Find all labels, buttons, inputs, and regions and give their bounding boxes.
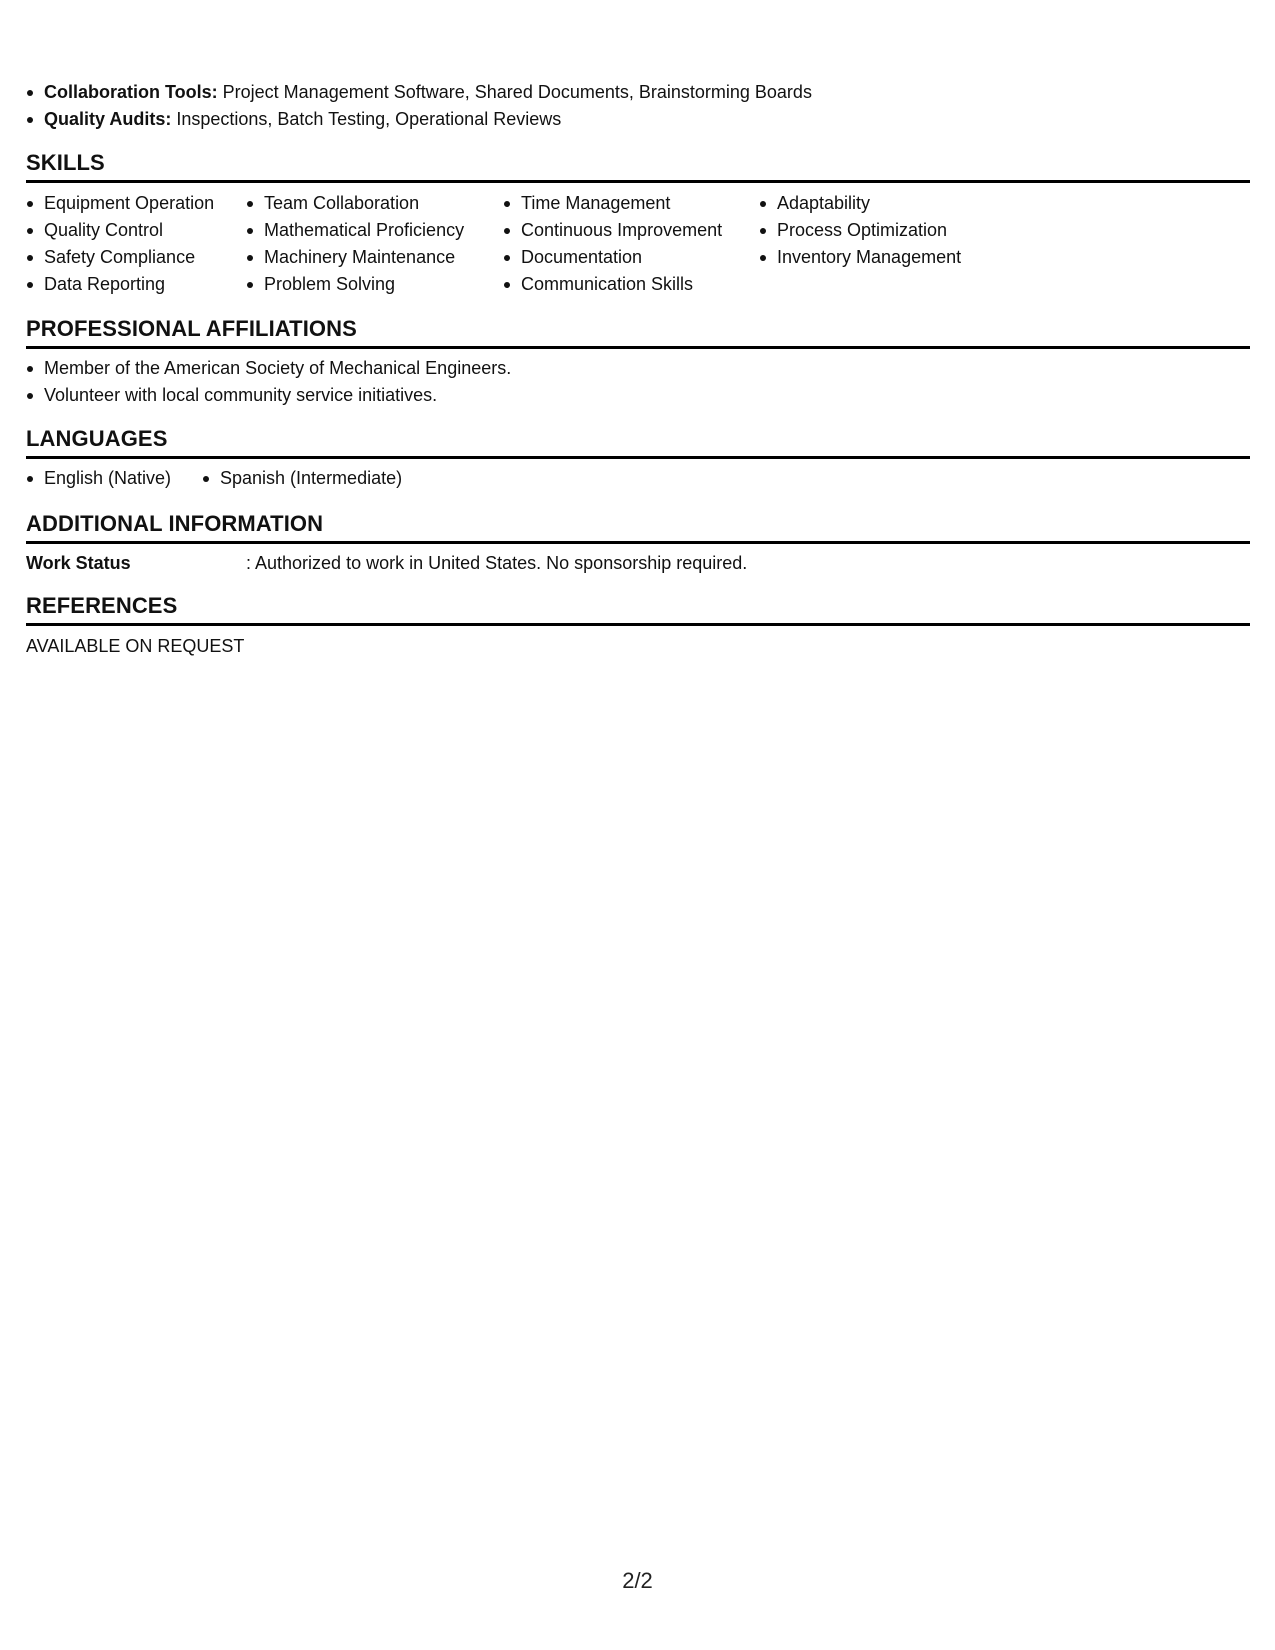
skill-item: Documentation (503, 244, 722, 271)
affiliation-item: Member of the American Society of Mechanical Engineers. (26, 355, 511, 382)
tools-item-collaboration (26, 79, 812, 106)
references-heading: REFERENCES (26, 593, 1250, 626)
skill-item: Problem Solving (246, 271, 464, 298)
skills-column-1 (26, 190, 214, 298)
skill-item: Continuous Improvement (503, 217, 722, 244)
tools-item-label: Collaboration Tools: (44, 82, 218, 102)
tools-item-quality-audits (26, 106, 812, 133)
additional-info-heading: ADDITIONAL INFORMATION (26, 511, 1250, 544)
language-item-english (26, 465, 171, 492)
tools-item-text: Inspections, Batch Testing, Operational Reviews (171, 109, 562, 129)
work-status-value: : Authorized to work in United States. No sponsorship required. (246, 553, 748, 573)
page-number: 2/2 (622, 1568, 653, 1593)
language-item: English (Native) (26, 465, 171, 492)
skill-item: Equipment Operation (26, 190, 214, 217)
skill-item: Safety Compliance (26, 244, 214, 271)
language-item: Spanish (Intermediate) (202, 465, 402, 492)
skill-item: Communication Skills (503, 271, 722, 298)
work-status-label: Work Status (26, 553, 131, 573)
skill-item: Machinery Maintenance (246, 244, 464, 271)
tools-item-label: Quality Audits: (44, 109, 172, 129)
skill-item: Adaptability (759, 190, 961, 217)
skill-item: Team Collaboration (246, 190, 464, 217)
references-text: AVAILABLE ON REQUEST (26, 636, 245, 656)
skills-column-3 (503, 190, 722, 298)
tools-list (26, 79, 812, 133)
skill-item: Time Management (503, 190, 722, 217)
skills-heading: SKILLS (26, 150, 1250, 183)
tools-item-text: Project Management Software, Shared Documents, Brainstorming Boards (217, 82, 812, 102)
affiliations-list (26, 355, 511, 409)
language-item-spanish (202, 465, 402, 492)
skill-item: Mathematical Proficiency (246, 217, 464, 244)
languages-heading: LANGUAGES (26, 426, 1250, 459)
skills-column-2 (246, 190, 464, 298)
skill-item: Inventory Management (759, 244, 961, 271)
skills-column-4 (759, 190, 961, 271)
skill-item: Data Reporting (26, 271, 214, 298)
affiliation-item: Volunteer with local community service initiatives. (26, 382, 511, 409)
skill-item: Process Optimization (759, 217, 961, 244)
affiliations-heading: PROFESSIONAL AFFILIATIONS (26, 316, 1250, 349)
skill-item: Quality Control (26, 217, 214, 244)
